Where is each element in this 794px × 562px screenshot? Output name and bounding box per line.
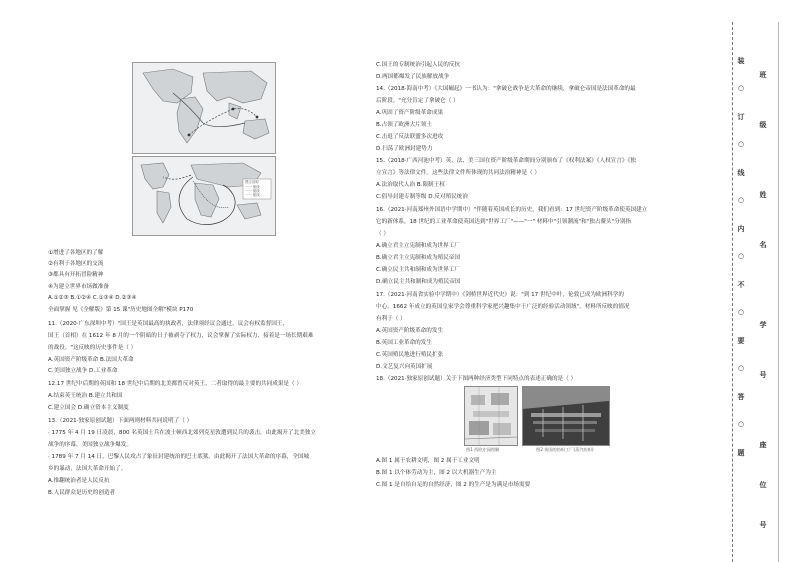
q15-line: 15.（2018·广西河池中考）英、法、美三国在资产阶级革命期间分别颁布了《权利法案》《人权宣言》《独 (376, 158, 636, 164)
q16-option: B.确立君主立宪制和成为殖民帝国 (376, 255, 460, 261)
photo2-caption: 图2 英国的纺织工厂(蒸汽纺织) (536, 447, 594, 452)
q10-option: ③都具有开拓冒险精神 (48, 272, 104, 278)
study-tip: 全面掌握 见《全解版》第 15 课"历史地图全解"模块 P170 (48, 307, 194, 313)
q13-option: C.国王的专制统治引起人民的反抗 (376, 62, 460, 68)
q17-line: 17.（2021·河南省实验中学期中）《剑桥世界近代史》说："到 17 世纪中叶，伦敦已成为欧洲科学的 (376, 292, 624, 298)
binding-char: 答 (737, 393, 745, 401)
q17-option: C.英国殖民地进行殖民扩张 (376, 352, 444, 358)
binding-char: 装 (737, 57, 745, 65)
student-info-char: 名 (759, 241, 767, 249)
q14-option: D.扫荡了欧洲封建势力 (376, 146, 433, 152)
map-legend-item: 一一 航线 (245, 193, 260, 197)
q16-line: 它的新体系，18 世纪的工业革命使英国达到"世界工厂"——"一" 材料中"引领潮流"和"独占鳌头"分别指 (376, 219, 632, 225)
binding-char: ○ (737, 84, 745, 92)
q12-option: C.建立国会 D.确立资本主义制度 (48, 405, 129, 411)
q13-option: A.推翻统治者是人民反抗 (48, 478, 110, 484)
map-legend-item: 一一 航线 (245, 189, 260, 193)
q16-line: （ ） (376, 231, 389, 237)
q17-option: B.英国工业革命的发生 (376, 340, 432, 346)
binding-char: 线 (737, 169, 745, 177)
q16-option: A.确立君主立宪制和成为世界工厂 (376, 243, 460, 249)
q14-line: 14.（2018·海南中考）《大国崛起》一书认为："拿破仑战争是大革命的继续，拿破仑帝国是法国革命的最 (376, 86, 636, 92)
q13-line: 乡的暴动，法国大革命开始了。 (48, 466, 127, 472)
student-info-char: 学 (759, 321, 767, 329)
student-info-char: 姓 (759, 191, 767, 199)
factory-photo (522, 386, 610, 446)
q13-line: · 1775 年 4 月 19 日凌晨，800 名英国士兵在波士顿西北郊列克星敦遭到民兵的袭击，由此揭开了北美独立 (48, 430, 316, 436)
binding-char: 内 (737, 225, 745, 233)
q14-option: B.占领了欧洲大片领土 (376, 122, 432, 128)
binding-char: 不 (737, 281, 745, 289)
student-info-char: 班 (759, 71, 767, 79)
binding-dashed-line (732, 22, 734, 562)
q15-option: A.法治取代人治 B.限制王权 (376, 182, 445, 188)
left-column (46, 0, 362, 562)
q17-option: D.文艺复兴向英国扩展 (376, 364, 433, 370)
q12-line: 12.17 世纪中后期的英国和 18 世纪中后期的北美都曾反对英王，二者取得的最主要的共同成果是（ ） (48, 381, 302, 387)
binding-char: ○ (737, 364, 745, 372)
binding-char: ○ (737, 308, 745, 316)
student-info-char: 级 (759, 121, 767, 129)
q14-option: A.巩固了资产阶级革命成果 (376, 110, 444, 116)
q10-answers: A.①②③ B.①②④ C.①③④ D.②③④ (48, 295, 137, 301)
world-map-routes (132, 62, 276, 154)
q15-line: 立宣言》等法律文件。这些法律文件所体现的共同法治精神是（ ） (376, 170, 540, 176)
q11-line: 11.（2020·广东深圳中考）"国王是英国最高的执政者，法律须经议会通过，议会有权监督国王， (48, 321, 289, 327)
student-info-char: 号 (759, 371, 767, 379)
student-info-char: 号 (759, 521, 767, 529)
q13-option: B.人民群众是历史的创造者 (48, 490, 116, 496)
q18-option: B.图 1 以个体劳动为主，图 2 以大机器生产为主 (376, 470, 497, 476)
q11-option: C.美国独立战争 D.工业革命 (48, 368, 118, 374)
q15-option: C.倡导封建专制等级 D.反对殖民统治 (376, 194, 468, 200)
binding-char: ○ (737, 140, 745, 148)
binding-solid-line (778, 22, 780, 562)
q11-line: 国王（首相）在 1612 年 8 月的一个阴暗的日子被剥夺了权力，议会掌握了实际权力，接着是一场长期艰难 (48, 333, 314, 339)
q16-line: 16.（2021·河南郑州外国语中学期中）"伴随着英国成长的历史，我们看到：17 世纪资产阶级革命使英国建立 (376, 207, 648, 213)
q13-line: 战争的序幕，美国独立战争爆发。 (48, 442, 132, 448)
student-info-char: 座 (759, 441, 767, 449)
binding-char: 要 (737, 337, 745, 345)
q13-line: 13.（2021·独家原创试题）下面两则材料共同说明了（ ） (48, 418, 193, 424)
binding-char: ○ (737, 196, 745, 204)
manor-illustration (464, 386, 518, 446)
q10-option: ②有利于各地区的交流 (48, 261, 104, 267)
q14-option: C.击退了反法联盟多次进攻 (376, 134, 444, 140)
student-info-char: 位 (759, 481, 767, 489)
binding-char: 题 (737, 449, 745, 457)
q13-line: · 1789 年 7 月 14 日，巴黎人民攻占了象征封建统治的巴士底狱，由此揭开了法国大革命的序幕，全国城 (48, 454, 310, 460)
map-legend-item: 一一 航线 (245, 185, 260, 189)
q17-line: 有利于（ ） (376, 316, 406, 322)
q18-option: A.图 1 属于农耕文明，图 2 属于工业文明 (376, 458, 480, 464)
q16-option: C.确立民主共和制和成为世界工厂 (376, 267, 460, 273)
q11-option: A.英国资产阶级革命 B.法国大革命 (48, 357, 134, 363)
q16-option: D.确立民主共和制和成为殖民帝国 (376, 279, 461, 285)
map-drawing-1 (133, 63, 275, 153)
manor-drawing (465, 387, 517, 445)
q13-option: D.两国都爆发了民族解放战争 (376, 74, 450, 80)
q18-option: C.图 1 是自给自足的自然经济，图 2 的生产是为满足市场需要 (376, 482, 531, 488)
q12-option: A.结束英王统治 B.建立共和国 (48, 393, 123, 399)
q18-line: 18.（2021·独家原创试题）关于下图两种经济类型下同特点的表述正确的是（ ） (376, 376, 577, 382)
q17-option: A.英国资产阶级革命的发生 (376, 328, 444, 334)
q10-option: ④为建立世界市场做准备 (48, 284, 109, 290)
binding-char: ○ (737, 420, 745, 428)
q10-option: ①增进了各地区的了解 (48, 250, 104, 256)
right-column (376, 0, 716, 562)
q11-line: 的战役。"这反映的历史事件是（ ） (48, 345, 137, 351)
photo1-caption: 图1 西欧庄园图解 (466, 447, 500, 452)
q17-line: 中心。1662 年成立的英国皇家学会尊重科学家把兴趣集中于广泛的经验活动领域"。材料所反映的情况 (376, 304, 630, 310)
map-legend-title: 图注说明 (245, 180, 259, 184)
binding-char: ○ (737, 252, 745, 260)
world-map-voyages (132, 156, 276, 236)
binding-char: 订 (737, 113, 745, 121)
factory-drawing (523, 387, 609, 445)
q14-line: 后阶段。"允分肯定了拿破仑（ ） (376, 98, 459, 104)
